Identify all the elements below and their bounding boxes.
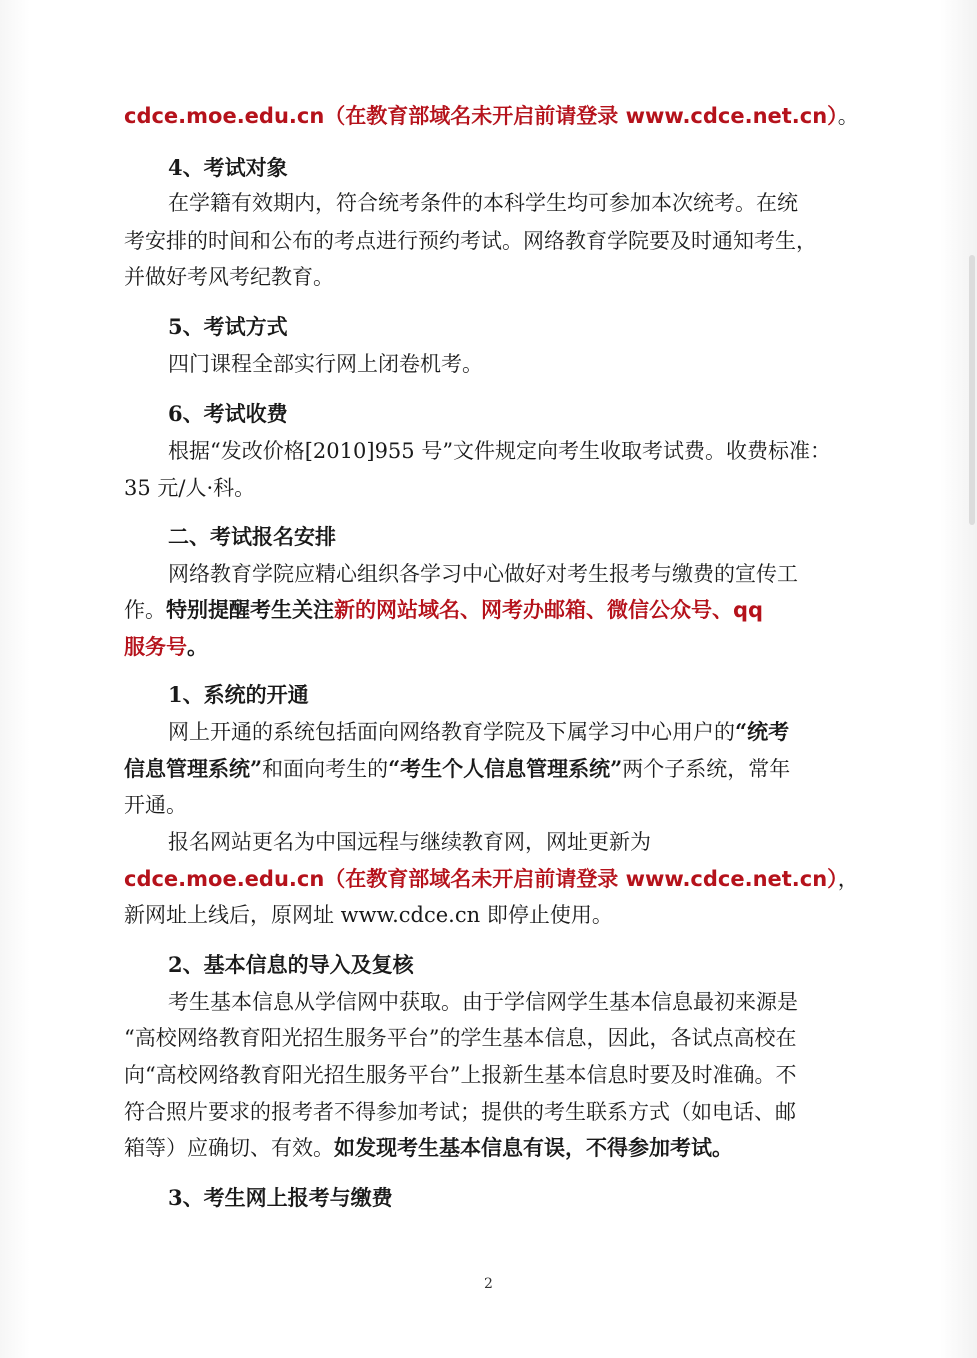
url-line-1	[124, 101, 884, 131]
paragraph-line	[168, 717, 884, 747]
paragraph-line: 在学籍有效期内，符合统考条件的本科学生均可参加本次统考。在统	[168, 191, 798, 215]
paragraph-line: 符合照片要求的报考者不得参加考试；提供的考生联系方式（如电话、邮	[124, 1100, 796, 1124]
paragraph-line: 35 元/人·科。	[124, 476, 256, 500]
red-url-text: cdce.moe.edu.cn（在教育部域名未开启前请登录 www.cdce.net.cn）	[124, 104, 838, 128]
heading-system-open: 1、系统的开通	[168, 682, 309, 707]
heading-exam-target: 4、考试对象	[168, 155, 288, 180]
punct: ，	[837, 867, 859, 891]
paragraph-line	[124, 595, 884, 625]
heading-exam-method: 5、考试方式	[168, 314, 288, 339]
punct: 。	[837, 104, 859, 128]
scrollbar-thumb[interactable]	[969, 255, 975, 525]
paragraph-line: “高校网络教育阳光招生服务平台”的学生基本信息，因此，各试点高校在	[124, 1026, 797, 1050]
bold-text: 如发现考生基本信息有误，不得参加考试。	[334, 1135, 733, 1160]
paragraph-line: 开通。	[124, 793, 187, 817]
heading-basic-info: 2、基本信息的导入及复核	[168, 952, 414, 977]
url-line-2	[124, 864, 884, 894]
paragraph-line: 向“高校网络教育阳光招生服务平台”上报新生基本信息时要及时准确。不	[124, 1063, 797, 1087]
text: 网上开通的系统包括面向网络教育学院及下属学习中心用户的	[168, 720, 735, 744]
heading-online-registration: 3、考生网上报考与缴费	[168, 1185, 393, 1210]
page-number: 2	[484, 1276, 493, 1292]
bold-text: “统考	[735, 719, 790, 744]
bold-text: “考生个人信息管理系统”	[388, 756, 623, 781]
text: 作。	[124, 598, 166, 622]
red-text: 新的网站域名、网考办邮箱、微信公众号、qq	[334, 598, 764, 622]
paragraph-line: 四门课程全部实行网上闭卷机考。	[168, 352, 483, 376]
paragraph-line: 考生基本信息从学信网中获取。由于学信网学生基本信息最初来源是	[168, 990, 798, 1014]
paragraph-line	[124, 632, 884, 662]
punct: 。	[187, 634, 208, 659]
bold-text: 特别提醒考生关注	[166, 597, 334, 622]
paragraph-line: 考安排的时间和公布的考点进行预约考试。网络教育学院要及时通知考生，	[124, 229, 817, 253]
paragraph-line	[124, 1133, 884, 1163]
paragraph-line	[124, 754, 884, 784]
paragraph-line: 报名网站更名为中国远程与继续教育网，网址更新为	[168, 830, 651, 854]
paragraph-line: 新网址上线后，原网址 www.cdce.cn 即停止使用。	[124, 903, 613, 927]
red-text: 服务号	[124, 635, 187, 659]
bold-text: 信息管理系统”	[124, 756, 263, 781]
paragraph-line: 并做好考风考纪教育。	[124, 265, 334, 289]
text: 和面向考生的	[262, 757, 389, 781]
red-url-text: cdce.moe.edu.cn（在教育部域名未开启前请登录 www.cdce.net.cn）	[124, 867, 838, 891]
text: 箱等）应确切、有效。	[124, 1136, 334, 1160]
heading-exam-fee: 6、考试收费	[168, 401, 288, 426]
text: 两个子系统，常年	[622, 757, 791, 781]
paragraph-line: 根据“发改价格[2010]955 号”文件规定向考生收取考试费。收费标准：	[168, 439, 832, 463]
section-heading-registration: 二、考试报名安排	[168, 524, 336, 549]
paragraph-line: 网络教育学院应精心组织各学习中心做好对考生报考与缴费的宣传工	[168, 562, 798, 586]
